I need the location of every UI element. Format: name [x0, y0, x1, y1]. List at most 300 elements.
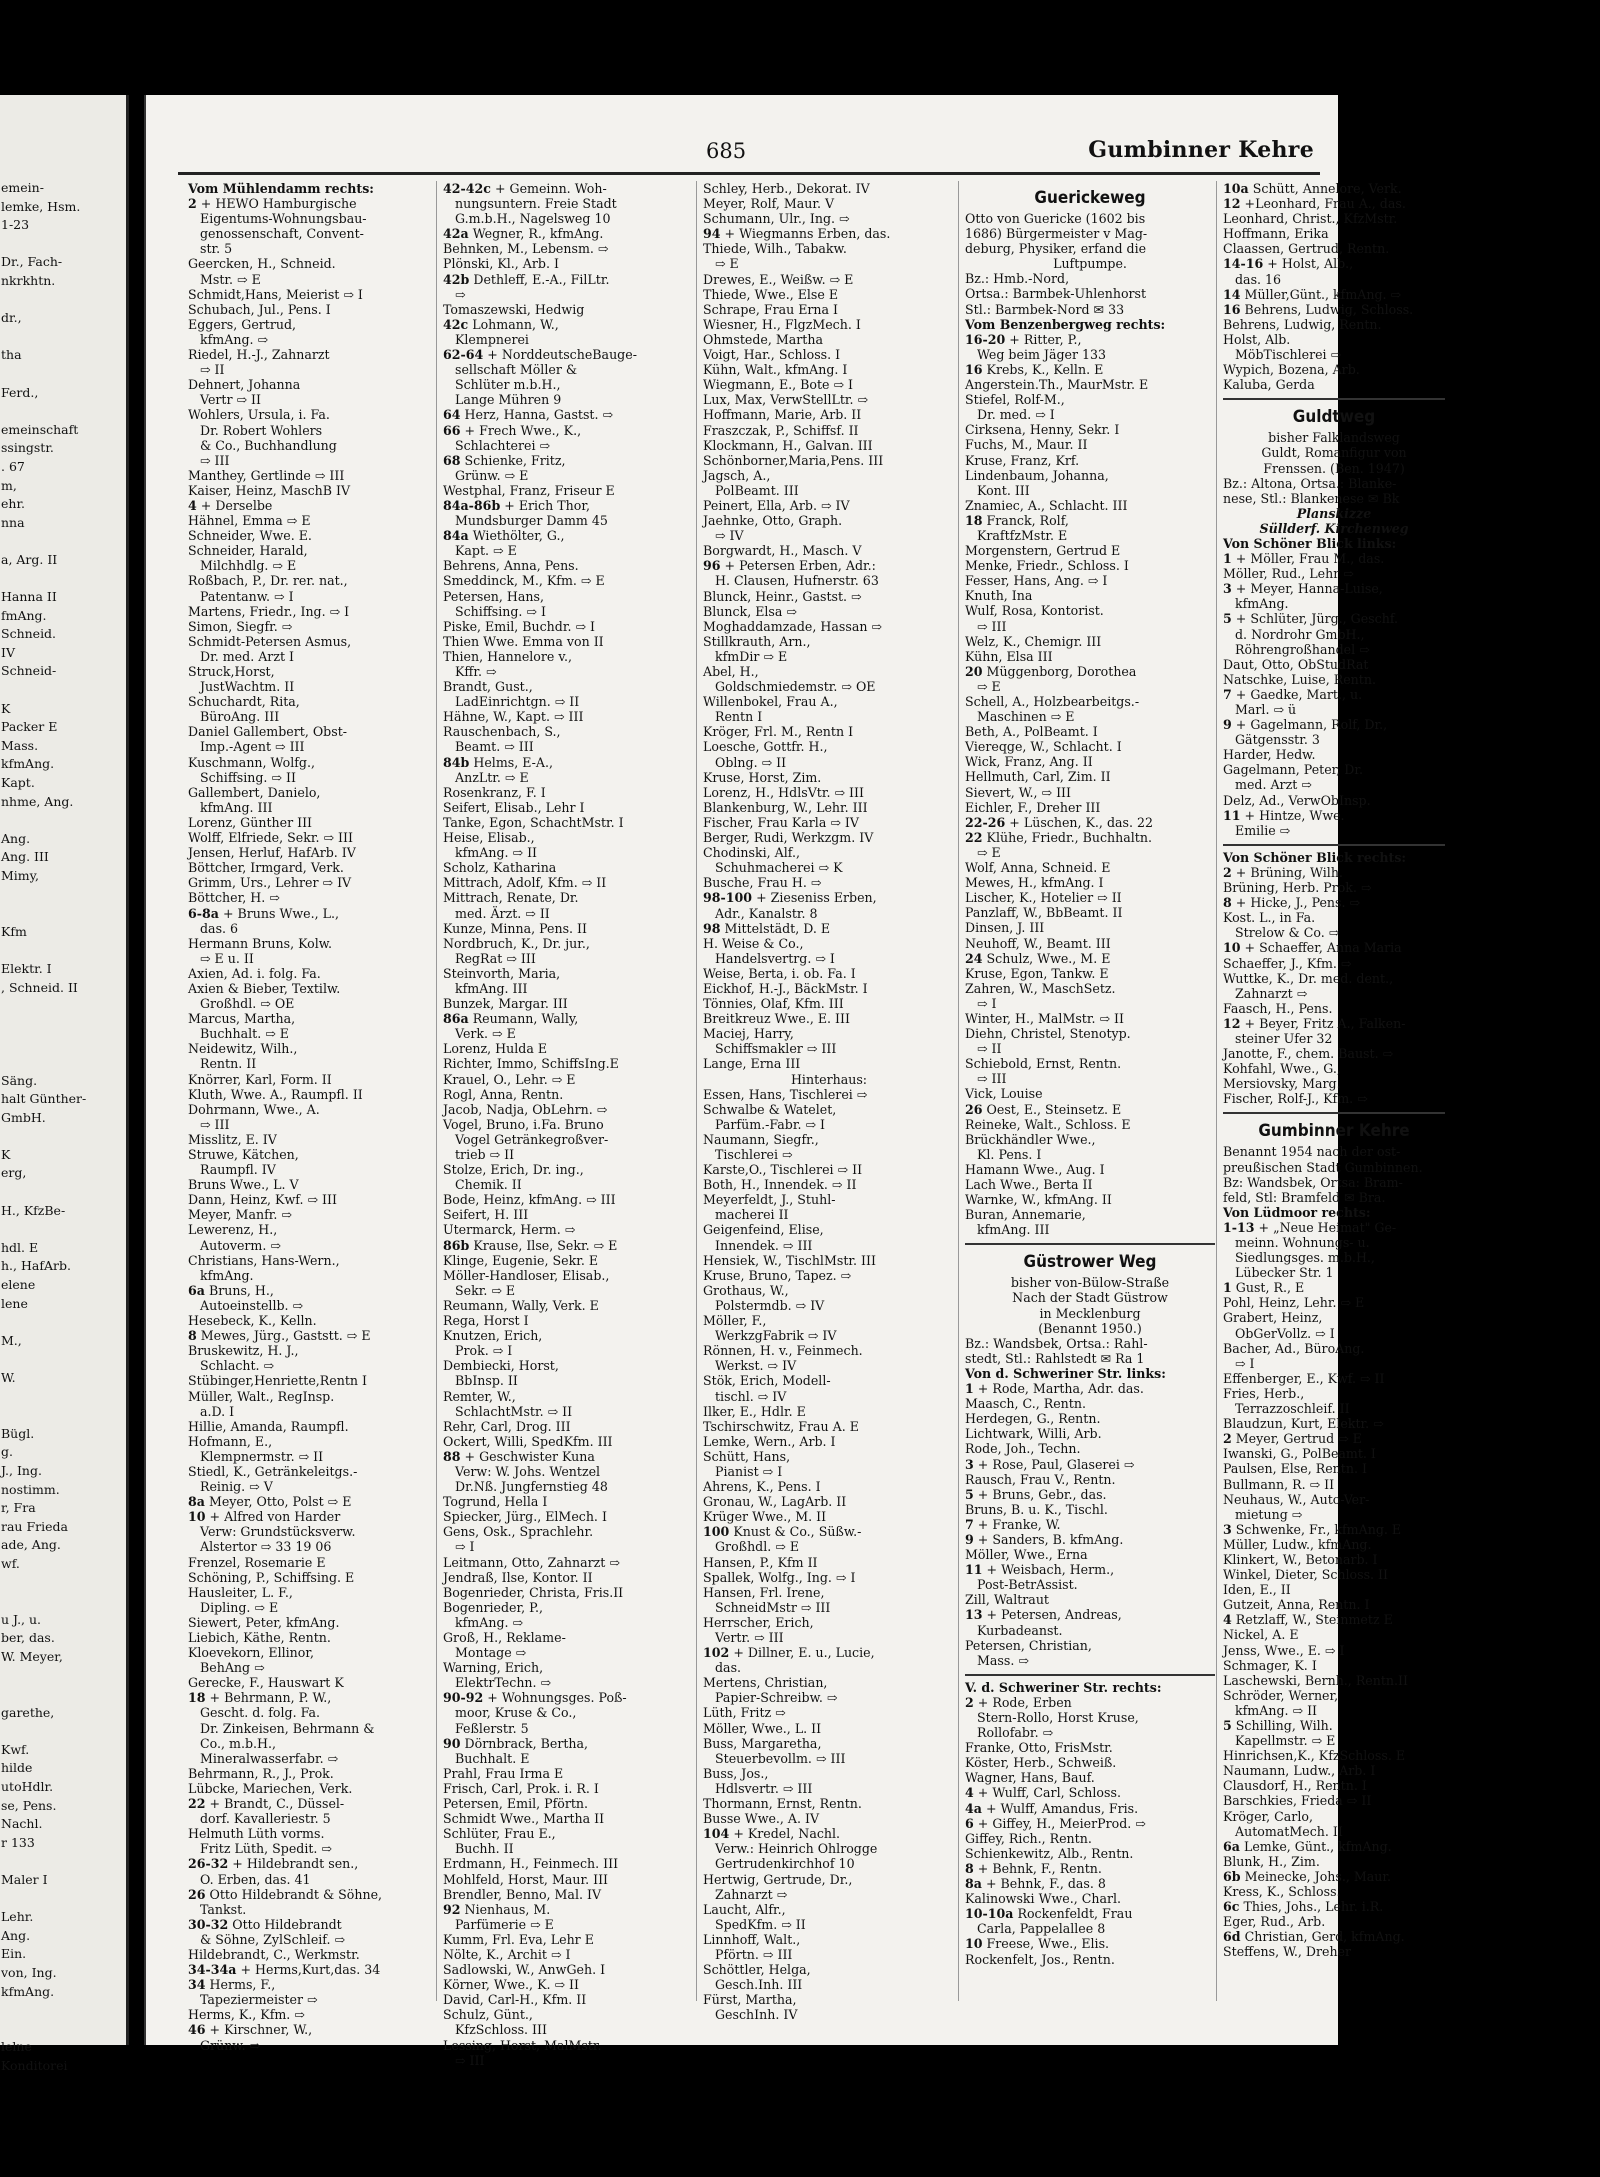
entry-text: Struwe, Kätchen, [188, 1147, 299, 1162]
house-number: 42b [443, 271, 470, 287]
entry-text: Wiesner, H., FlgzMech. I [703, 316, 861, 332]
entry-text: Laschewski, Bernh., Rentn.II [1223, 1672, 1408, 1688]
entry-continuation [188, 1721, 428, 1736]
directory-entry [703, 739, 955, 754]
entry-text: Strelow & Co. ⇨ [1235, 925, 1340, 941]
entry-text: Vertr ⇨ II [200, 392, 262, 408]
directory-entry [703, 1675, 955, 1690]
directory-entry [703, 1721, 955, 1736]
entry-text: Rehr, Carl, Drog. III [443, 1418, 571, 1434]
entry-text: kfmAng. ⇨ [200, 331, 269, 347]
entry-text: Eickhof, H.-J., BäckMstr. I [703, 980, 868, 996]
entry-text: Verw.: Heinrich Ohlrogge [715, 1841, 878, 1857]
entry-text: Lübecker Str. 1 [1235, 1265, 1334, 1281]
entry-text: Emilie ⇨ [1235, 822, 1291, 838]
entry-text: Kalinowski Wwe., Charl. [965, 1891, 1122, 1907]
directory-entry [188, 1781, 428, 1796]
directory-entry [965, 1638, 1215, 1653]
entry-text: Schrape, Frau Erna I [703, 301, 839, 317]
directory-entry [965, 271, 1215, 286]
entry-text: Schneider, Wwe. E. [188, 528, 312, 544]
entry-text: Iden, E., II [1223, 1582, 1291, 1598]
entry-text: Mittelstädt, D. E [724, 920, 831, 936]
left-fragment-line: Ang. III [1, 849, 49, 865]
house-number: 3 [965, 1456, 974, 1472]
directory-entry [965, 422, 1215, 437]
entry-text: Eggers, Gertrud, [188, 316, 297, 332]
entry-text: Behrens, Ludwig, Schloss. [1244, 301, 1414, 317]
entry-continuation [1223, 732, 1445, 747]
directory-entry [1223, 657, 1445, 672]
entry-text: Barschkies, Frieda ⇨ II [1223, 1793, 1372, 1809]
entry-continuation [188, 438, 428, 453]
directory-entry [703, 1419, 955, 1434]
street-note: Hinterhaus: [790, 1071, 868, 1087]
entry-text: Oest, E., Steinsetz. E [986, 1101, 1122, 1117]
entry-text: Jaehnke, Otto, Graph. [703, 513, 843, 529]
entry-text: Lorenz, H., HdlsVtr. ⇨ III [703, 784, 864, 800]
house-number: 2 [965, 1694, 974, 1710]
directory-entry [965, 1607, 1215, 1622]
entry-text: trieb ⇨ II [455, 1147, 515, 1162]
entry-continuation [443, 1479, 693, 1494]
entry-text: Willenbokel, Frau A., [703, 694, 838, 710]
left-fragment-line: se, Pens. [1, 1797, 57, 1813]
directory-entry [1223, 1763, 1445, 1778]
directory-entry [188, 1826, 428, 1841]
house-number: 16 [965, 361, 983, 377]
entry-text: Co., m.b.H., [200, 1735, 277, 1751]
entry-text: Tönnies, Olaf, Kfm. III [703, 996, 844, 1012]
entry-text: Schaeffer, J., Kfm. ⇨ [1223, 955, 1352, 971]
entry-text: Schumann, Ulr., Ing. ⇨ [703, 211, 850, 227]
directory-entry [1223, 1673, 1445, 1688]
directory-entry [1223, 1076, 1445, 1091]
house-number: 62-64 [443, 347, 484, 363]
entry-text: Reumann, Wally, Verk. E [443, 1297, 599, 1313]
left-fragment-line: Kapt. [1, 775, 35, 790]
house-number: 9 [1223, 717, 1232, 733]
directory-entry [443, 860, 693, 875]
column-3 [696, 181, 955, 2023]
directory-entry [1223, 971, 1445, 986]
house-number: 8 [188, 1328, 197, 1344]
entry-text: Kruse, Bruno, Tapez. ⇨ [703, 1267, 852, 1283]
entry-text: Franck, Rolf, [986, 512, 1069, 528]
entry-text: Mewes, H., kfmAng. I [965, 875, 1104, 891]
entry-continuation [443, 438, 693, 453]
entry-continuation [965, 1577, 1215, 1592]
entry-text: Morgenstern, Gertrud E [965, 543, 1121, 559]
entry-text: ⇨ III [455, 2052, 485, 2068]
house-number: 46 [188, 2022, 206, 2038]
entry-text: Lange, Erna III [703, 1056, 801, 1072]
entry-text: ⇨ [455, 286, 466, 302]
left-fragment-line [1, 1034, 126, 1053]
left-fragment-line: garethe, [1, 1704, 55, 1720]
left-fragment-line: , Schneid. II [1, 979, 78, 995]
entry-text: Schuhmacherei ⇨ K [715, 860, 843, 876]
house-number: 90 [443, 1735, 461, 1751]
entry-continuation [965, 407, 1215, 422]
entry-text: Hensiek, W., TischlMstr. III [703, 1252, 876, 1268]
directory-entry [965, 830, 1215, 845]
entry-continuation [703, 256, 955, 271]
entry-continuation [443, 1917, 693, 1932]
entry-text: Petersen, Emil, Pförtn. [443, 1796, 589, 1812]
entry-text: ⇨ III [977, 618, 1007, 634]
house-number: 22-26 [965, 814, 1006, 830]
directory-entry [188, 1690, 428, 1705]
entry-text: Meinecke, Johs., Maur. [1244, 1868, 1392, 1884]
directory-entry [188, 890, 428, 905]
directory-entry [703, 1404, 955, 1419]
directory-entry [443, 1977, 693, 1992]
directory-entry [703, 272, 955, 287]
entry-text: Hinrichsen,K., KfzSchloss. E [1223, 1748, 1406, 1764]
directory-entry [703, 724, 955, 739]
entry-text: + Meyer, Hanna-Luise, [1235, 581, 1383, 597]
entry-continuation [703, 649, 955, 664]
entry-text: Jenss, Wwe., E. ⇨ I [1223, 1642, 1345, 1658]
entry-text: Siewert, Peter, kfmAng. [188, 1614, 340, 1630]
entry-continuation [1223, 986, 1445, 1001]
running-head: Gumbinner Kehre [1088, 137, 1314, 163]
directory-entry [703, 226, 955, 241]
entry-text: Herms, K., Kfm. ⇨ [188, 2007, 305, 2023]
left-fragment-line [1, 904, 126, 923]
entry-text: + Giffey, H., MeierProd. ⇨ [977, 1815, 1146, 1831]
directory-entry [188, 1585, 428, 1600]
entry-continuation [1223, 596, 1445, 611]
entry-continuation [443, 951, 693, 966]
entry-continuation [1223, 272, 1445, 287]
left-fragment-line [1, 365, 126, 384]
entry-text: Rockenfelt, Jos., Rentn. [965, 1951, 1115, 1967]
entry-text: Warnke, W., kfmAng. II [965, 1192, 1112, 1208]
directory-entry [188, 906, 428, 921]
entry-continuation [1223, 1401, 1445, 1416]
directory-entry [965, 1192, 1215, 1207]
entry-continuation [965, 1623, 1215, 1638]
entry-continuation [703, 1856, 955, 1871]
entry-text: preußischen Stadt Gumbinnen. [1223, 1159, 1423, 1175]
directory-entry [965, 332, 1215, 347]
entry-text: kfmAng. [200, 1267, 254, 1283]
house-number: 84a [443, 528, 469, 544]
directory-entry [443, 724, 693, 739]
directory-entry [443, 1041, 693, 1056]
directory-entry [1223, 332, 1445, 347]
left-fragment-line [1, 2020, 126, 2039]
directory-entry [443, 1222, 693, 1237]
entry-text: das. [715, 1660, 742, 1676]
house-number: 100 [703, 1524, 730, 1540]
house-number: 4a [965, 1800, 982, 1816]
entry-text: Busse Wwe., A. IV [703, 1811, 820, 1827]
directory-entry [703, 619, 955, 634]
directory-entry [1223, 747, 1445, 762]
directory-entry [965, 1426, 1215, 1441]
entry-text: + Zieseniss Erben, [756, 890, 877, 906]
entry-text: Hdlsvertr. ⇨ III [715, 1780, 813, 1796]
directory-entry [188, 1645, 428, 1660]
entry-continuation [188, 453, 428, 468]
entry-text: RegRat ⇨ III [455, 950, 536, 966]
directory-entry [703, 1373, 955, 1388]
directory-entry [443, 966, 693, 981]
street-note: in Mecklenburg [1039, 1305, 1141, 1321]
entry-continuation [1223, 1507, 1445, 1522]
entry-text: Tischlerei ⇨ [715, 1147, 793, 1162]
entry-text: + Kredel, Nachl. [733, 1826, 841, 1842]
directory-entry [965, 1831, 1215, 1846]
entry-continuation [188, 1872, 428, 1887]
directory-entry [965, 1396, 1215, 1411]
entry-text: Röhrengroßhandel ⇨ [1235, 641, 1370, 657]
directory-entry [965, 1441, 1215, 1456]
directory-entry [188, 694, 428, 709]
entry-text: Heise, Elisab., [443, 830, 535, 846]
entry-continuation [188, 1238, 428, 1253]
directory-entry [965, 1336, 1215, 1351]
directory-entry [1223, 1341, 1445, 1356]
direction-heading: Von Schöner Blick links: [1223, 535, 1397, 551]
entry-text: Schröder, Werner, [1223, 1687, 1339, 1703]
entry-continuation [443, 211, 693, 226]
entry-text: Fischer, Frau Karla ⇨ IV [703, 814, 859, 830]
entry-text: + Hintze, Wwe. [1244, 807, 1345, 823]
house-number: 96 [703, 558, 721, 574]
left-fragment-line: a, Arg. II [1, 551, 58, 567]
entry-text: Piske, Emil, Buchdr. ⇨ I [443, 618, 596, 634]
entry-text: Chemik. II [455, 1177, 522, 1193]
directory-entry [188, 1509, 428, 1524]
directory-entry [965, 1785, 1215, 1800]
entry-text: & Co., Buchhandlung [200, 437, 337, 453]
entry-text: Faasch, H., Pens. [1223, 1000, 1333, 1016]
entry-continuation [443, 1721, 693, 1736]
directory-entry [1223, 1175, 1445, 1190]
entry-text: Blunk, H., Zim. [1223, 1853, 1320, 1869]
entry-text: Thien, Hannelore v., [443, 648, 572, 664]
entry-text: Hähnel, Emma ⇨ E [188, 513, 311, 529]
directory-entry [188, 528, 428, 543]
directory-entry [443, 1902, 693, 1917]
entry-text: + Franke, W. [977, 1516, 1061, 1532]
entry-text: Hildebrandt, C., Werkmstr. [188, 1946, 360, 1962]
header-rule [178, 172, 1320, 175]
directory-entry [703, 543, 955, 558]
directory-entry [188, 845, 428, 860]
entry-text: Schütt, Annelore, Verk. [1252, 181, 1402, 196]
directory-entry [965, 1086, 1215, 1101]
entry-text: Ohmstede, Martha [703, 331, 823, 347]
entry-continuation [188, 1932, 428, 1947]
entry-text: Dembiecki, Horst, [443, 1358, 559, 1374]
entry-text: Marl. ⇨ ü [1235, 702, 1297, 717]
entry-continuation [188, 1660, 428, 1675]
house-number: 26 [965, 1101, 983, 1117]
entry-text: Mittrach, Renate, Dr. [443, 890, 579, 906]
left-fragment-line: Nachl. [1, 1816, 43, 1832]
directory-entry [443, 875, 693, 890]
entry-continuation [965, 1710, 1215, 1725]
entry-text: Meyer, Otto, Polst ⇨ E [208, 1494, 352, 1510]
entry-continuation [703, 1841, 955, 1856]
directory-entry [703, 1524, 955, 1539]
directory-entry [1223, 1929, 1445, 1944]
directory-entry [1223, 1190, 1445, 1205]
directory-entry [443, 830, 693, 845]
house-number: 3 [1223, 581, 1232, 597]
directory-entry [1223, 1914, 1445, 1929]
house-number: 86a [443, 1011, 469, 1027]
entry-text: Verw: Grundstücksverw. [200, 1524, 356, 1540]
entry-text: Weg beim Jäger 133 [977, 346, 1107, 362]
directory-entry [1223, 1567, 1445, 1582]
entry-text: Hähne, W., Kapt. ⇨ III [443, 709, 584, 725]
entry-text: + Rode, Erben [977, 1694, 1072, 1710]
entry-text: Holst, Alb. [1223, 331, 1291, 347]
entry-text: Seifert, Elisab., Lehr I [443, 799, 585, 815]
entry-text: Ilker, E., Hdlr. E [703, 1403, 806, 1419]
directory-entry [188, 1011, 428, 1026]
entry-text: Rega, Horst I [443, 1313, 529, 1329]
entry-text: AnzLtr. ⇨ E [455, 769, 529, 785]
entry-text: + Wiegmanns Erben, das. [724, 226, 891, 242]
entry-continuation [188, 392, 428, 407]
entry-text: Autoeinstellb. ⇨ [200, 1297, 304, 1313]
directory-entry [1223, 1854, 1445, 1869]
entry-text: Rode, Joh., Techn. [965, 1441, 1081, 1457]
entry-text: Brendler, Benno, Mal. IV [443, 1886, 602, 1902]
entry-text: Pianist ⇨ I [715, 1463, 783, 1479]
entry-continuation [443, 1026, 693, 1041]
house-number: 8a [188, 1494, 205, 1510]
entry-text: Retzlaff, W., Steinmetz E [1235, 1612, 1393, 1628]
entry-text: Essen, Hans, Tischlerei ⇨ [703, 1086, 868, 1102]
entry-continuation [443, 604, 693, 619]
entry-text: Rollofabr. ⇨ [977, 1725, 1054, 1741]
entry-text: Köster, Herb., Schweiß. [965, 1755, 1117, 1771]
entry-text: Kröger, Frl. M., Rentn I [703, 724, 854, 740]
directory-entry [443, 1555, 693, 1570]
entry-text: + Behnk, F., das. 8 [985, 1876, 1106, 1892]
entry-text: Liebich, Käthe, Rentn. [188, 1630, 331, 1645]
entry-text: Lach Wwe., Berta II [965, 1177, 1093, 1192]
entry-text: Hillie, Amanda, Raumpfl. [188, 1418, 349, 1434]
entry-text: Fesser, Hans, Ang. ⇨ I [965, 573, 1108, 589]
directory-entry [965, 966, 1215, 981]
directory-entry [965, 1056, 1215, 1071]
entry-text: Wohlers, Ursula, i. Fa. [188, 407, 330, 423]
entry-text: Angerstein.Th., MaurMstr. E [965, 377, 1149, 393]
entry-text: Buchh. II [455, 1841, 514, 1857]
left-fragment-line [1, 1388, 126, 1407]
entry-text: Kruse, Egon, Tankw. E [965, 965, 1109, 981]
entry-continuation [703, 1600, 955, 1615]
house-number: 22 [965, 829, 983, 845]
entry-text: Kloevekorn, Ellinor, [188, 1645, 314, 1661]
entry-text: a.D. I [200, 1403, 235, 1419]
entry-text: Wegner, R., kfmAng. [472, 226, 604, 242]
directory-entry [703, 332, 955, 347]
entry-text: Müggenborg, Dorothea [986, 663, 1137, 679]
entry-text: +Leonhard, Frau A., das. [1244, 196, 1406, 212]
directory-entry [443, 317, 693, 332]
left-fragment-line: nhme, Ang. [1, 793, 74, 809]
directory-entry [1223, 1597, 1445, 1612]
entry-text: Effenberger, E., Kwf. ⇨ II [1223, 1370, 1385, 1386]
entry-continuation [188, 1449, 428, 1464]
entry-text: dorf. Kavalleriestr. 5 [200, 1811, 331, 1827]
entry-text: Bogenrieder, Christa, Fris.II [443, 1584, 624, 1600]
entry-text: Wolff, Elfriede, Sekr. ⇨ III [188, 830, 353, 846]
directory-entry [1223, 566, 1445, 581]
house-number: 10-10a [965, 1906, 1014, 1922]
entry-text: Zahren, W., MaschSetz. [965, 980, 1116, 996]
entry-continuation [443, 196, 693, 211]
left-fragment-line: Ang. [1, 830, 31, 846]
direction-heading: Von Lüdmoor rechts: [1223, 1204, 1371, 1220]
entry-text: BbInsp. II [455, 1373, 518, 1389]
entry-text: Paulsen, Else, Rentn. I [1223, 1461, 1367, 1477]
entry-text: Wick, Franz, Ang. II [965, 754, 1093, 770]
directory-entry [443, 1238, 693, 1253]
entry-text: Pohl, Heinz, Lehr. ⇨ E [1223, 1295, 1365, 1311]
entry-text: + Frech Wwe., K., [464, 422, 582, 438]
entry-text: Dehnert, Johanna [188, 377, 301, 393]
left-fragment-line: h., HafArb. [1, 1258, 71, 1274]
directory-entry [1223, 551, 1445, 566]
entry-text: Kaluba, Gerda [1223, 377, 1315, 393]
entry-text: Grabert, Heinz, [1223, 1310, 1323, 1326]
entry-text: Klockmann, H., Galvan. III [703, 437, 873, 453]
entry-continuation [443, 739, 693, 754]
left-fragment-line: utoHdlr. [1, 1779, 54, 1795]
directory-entry [1223, 377, 1445, 392]
entry-continuation [703, 1887, 955, 1902]
entry-text: Brückhändler Wwe., [965, 1131, 1096, 1147]
entry-text: ⇨ IV [715, 528, 744, 544]
entry-text: Berger, Rudi, Werkzgm. IV [703, 830, 874, 846]
left-fragment-line: von, Ing. [1, 1965, 57, 1980]
entry-text: das. 6 [200, 920, 239, 936]
left-fragment-line [1, 1722, 126, 1741]
directory-entry [703, 1253, 955, 1268]
left-fragment-line: emein- [1, 180, 44, 195]
entry-text: & Söhne, ZylSchleif. ⇨ [200, 1931, 346, 1947]
entry-continuation [703, 1947, 955, 1962]
directory-entry [703, 966, 955, 981]
directory-entry [443, 1494, 693, 1509]
entry-text: Dr. med. ⇨ I [977, 407, 1055, 423]
directory-entry [1223, 256, 1445, 271]
directory-entry [703, 694, 955, 709]
house-number: 1 [965, 1381, 974, 1397]
entry-continuation [965, 1222, 1215, 1237]
entry-continuation [703, 1751, 955, 1766]
directory-entry [443, 1207, 693, 1222]
entry-text: Blaudzun, Kurt, Elektr. ⇨ [1223, 1416, 1384, 1432]
directory-entry [1223, 1612, 1445, 1627]
directory-entry [1223, 1280, 1445, 1295]
directory-entry [1223, 581, 1445, 596]
directory-entry [703, 1796, 955, 1811]
entry-text: Cirksena, Henny, Sekr. I [965, 422, 1120, 438]
left-fragment-line: Konditorei [1, 2057, 68, 2073]
